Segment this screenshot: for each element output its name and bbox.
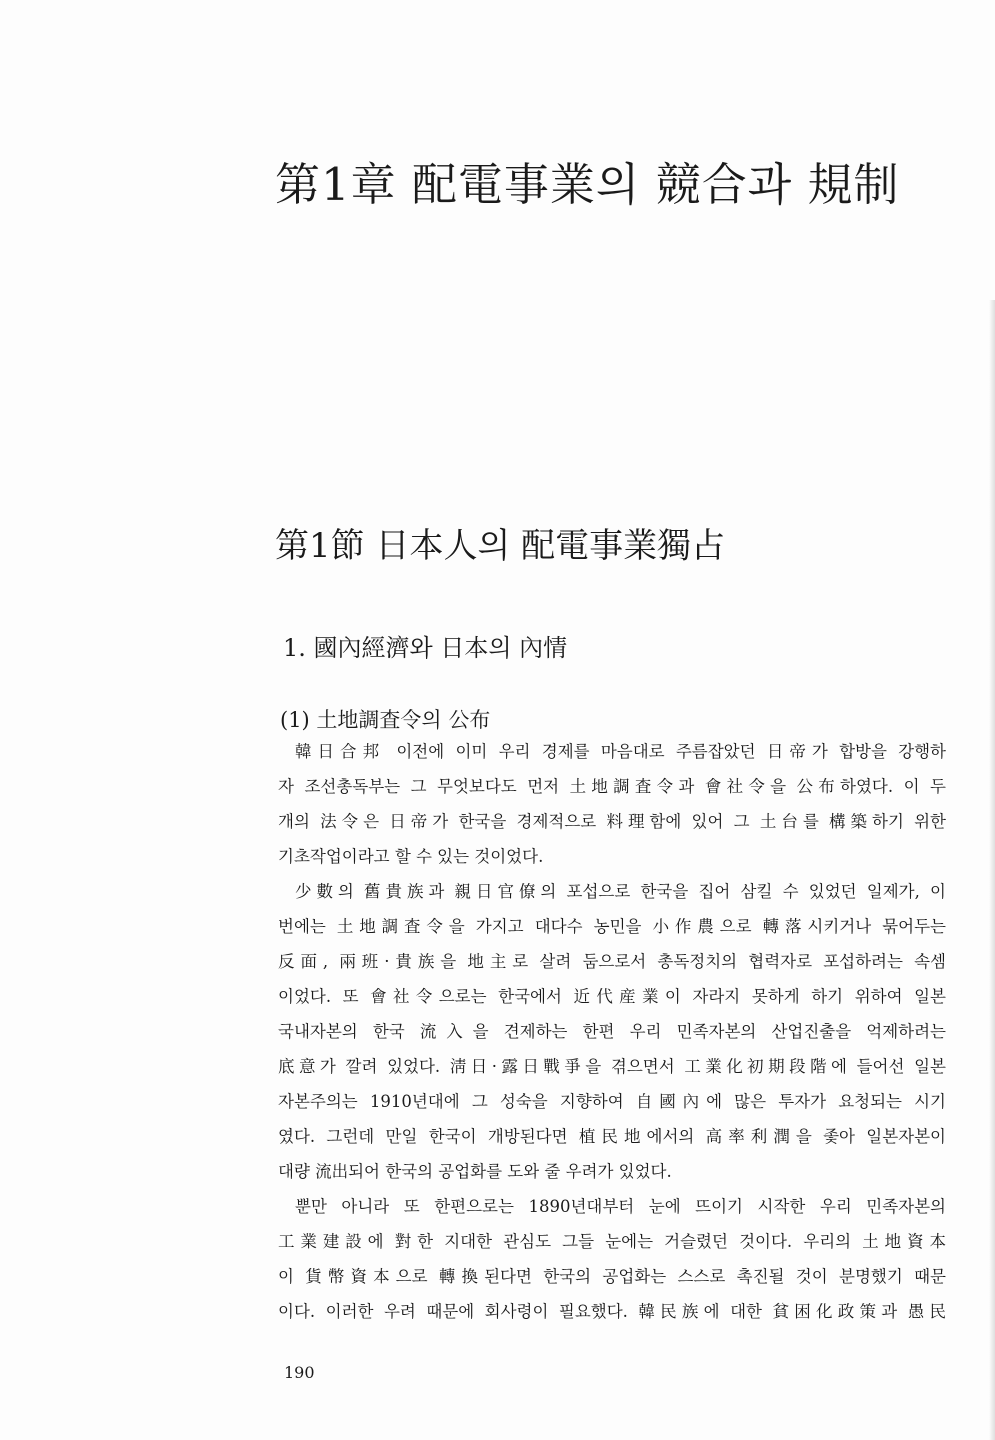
text-line: 자본주의는 1910년대에 그 성숙을 지향하여 自國內에 많은 투자가 요청되는 시기: [278, 1092, 946, 1111]
text-line: 이었다. 또 會社令으로는 한국에서 近代産業이 자라지 못하게 하기 위하여 일본: [278, 987, 946, 1006]
text-line: 기초작업이라고 할 수 있는 것이었다.: [278, 847, 544, 866]
subsubsection-title: (1) 土地調査令의 公布: [280, 708, 491, 732]
text-line: 번에는 土地調査令을 가지고 대다수 농민을 小作農으로 轉落시키거나 묶어두는: [278, 917, 946, 936]
text-line: 工業建設에 對한 지대한 관심도 그들 눈에는 거슬렸던 것이다. 우리의 土地資本: [278, 1232, 946, 1251]
text-line: 대량 流出되어 한국의 공업화를 도와 줄 우려가 있었다.: [278, 1162, 672, 1181]
page-edge-shadow: [989, 300, 995, 1440]
text-line: 이다. 이러한 우려 때문에 회사령이 필요했다. 韓民族에 대한 貧困化政策과 愚民: [278, 1302, 946, 1321]
text-line: 뿐만 아니라 또 한편으로는 1890년대부터 눈에 뜨이기 시작한 우리 민족자본의: [295, 1197, 946, 1216]
section-title: 第1節 日本人의 配電事業獨占: [275, 526, 726, 566]
text-line: 였다. 그런데 만일 한국이 개방된다면 植民地에서의 高率利潤을 좇아 일본자본이: [278, 1127, 946, 1146]
text-line: 자 조선총독부는 그 무엇보다도 먼저 土地調査令과 會社令을 公布하였다. 이 두: [278, 777, 946, 796]
page-number: 190: [284, 1363, 315, 1382]
text-line: 少數의 舊貴族과 親日官僚의 포섭으로 한국을 집어 삼킬 수 있었던 일제가, 이: [295, 882, 946, 901]
text-line: 反面, 兩班·貴族을 地主로 살려 둠으로서 총독정치의 협력자로 포섭하려는 속셈: [278, 952, 946, 971]
body-text: [278, 734, 946, 1329]
text-line: 이 貨幣資本으로 轉換된다면 한국의 공업화는 스스로 촉진될 것이 분명했기 때문: [278, 1267, 946, 1286]
text-line: 韓日合邦 이전에 이미 우리 경제를 마음대로 주름잡았던 日帝가 합방을 강행하: [295, 742, 946, 761]
subsection-title: 1. 國內經濟와 日本의 內情: [283, 634, 568, 662]
chapter-title: 第1章 配電事業의 競合과 規制: [275, 158, 900, 211]
text-line: 底意가 깔려 있었다. 淸日·露日戰爭을 겪으면서 工業化初期段階에 들어선 일본: [278, 1057, 946, 1076]
text-line: 국내자본의 한국 流入을 견제하는 한편 우리 민족자본의 산업진출을 억제하려는: [278, 1022, 946, 1041]
text-line: 개의 法令은 日帝가 한국을 경제적으로 料理함에 있어 그 土台를 構築하기 위한: [278, 812, 946, 831]
